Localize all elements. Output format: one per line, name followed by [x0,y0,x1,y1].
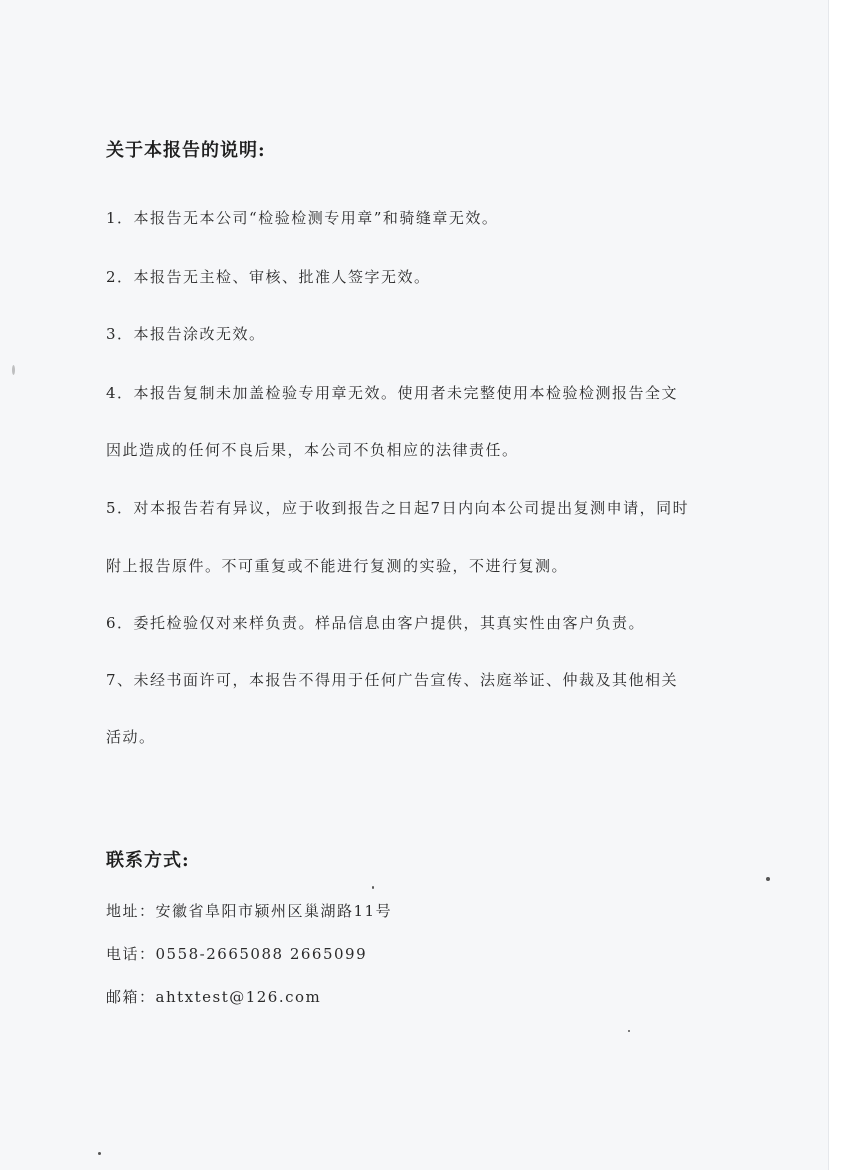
scan-speck [12,365,15,375]
scan-speck [628,1030,630,1032]
note-4-line-2: 因此造成的任何不良后果，本公司不负相应的法律责任。 [106,441,519,459]
contact-email: 邮箱：ahtxtest@126.com [106,988,322,1006]
note-4-line-1: 4．本报告复制未加盖检验专用章无效。使用者未完整使用本检验检测报告全文 [106,384,679,402]
note-7-line-1: 7、未经书面许可，本报告不得用于任何广告宣传、法庭举证、仲裁及其他相关 [106,671,679,689]
note-5-line-1: 5．对本报告若有异议，应于收到报告之日起7日内向本公司提出复测申请，同时 [106,499,690,517]
scan-speck [98,1152,101,1155]
note-6: 6．委托检验仅对来样负责。样品信息由客户提供，其真实性由客户负责。 [106,614,646,632]
contact-address: 地址：安徽省阜阳市颍州区巢湖路11号 [106,902,393,920]
scan-speck [766,877,770,881]
scan-speck [372,886,374,889]
report-notes-heading: 关于本报告的说明: [106,140,266,161]
note-1: 1．本报告无本公司“检验检测专用章”和骑缝章无效。 [106,209,499,227]
note-5-line-2: 附上报告原件。不可重复或不能进行复测的实验，不进行复测。 [106,557,569,575]
contact-phone: 电话：0558-2665088 2665099 [106,945,368,963]
note-7-line-2: 活动。 [106,728,156,746]
scan-margin [829,0,850,1170]
contact-heading: 联系方式: [106,850,190,871]
note-2: 2．本报告无主检、审核、批准人签字无效。 [106,268,431,286]
note-3: 3．本报告涂改无效。 [106,325,266,343]
